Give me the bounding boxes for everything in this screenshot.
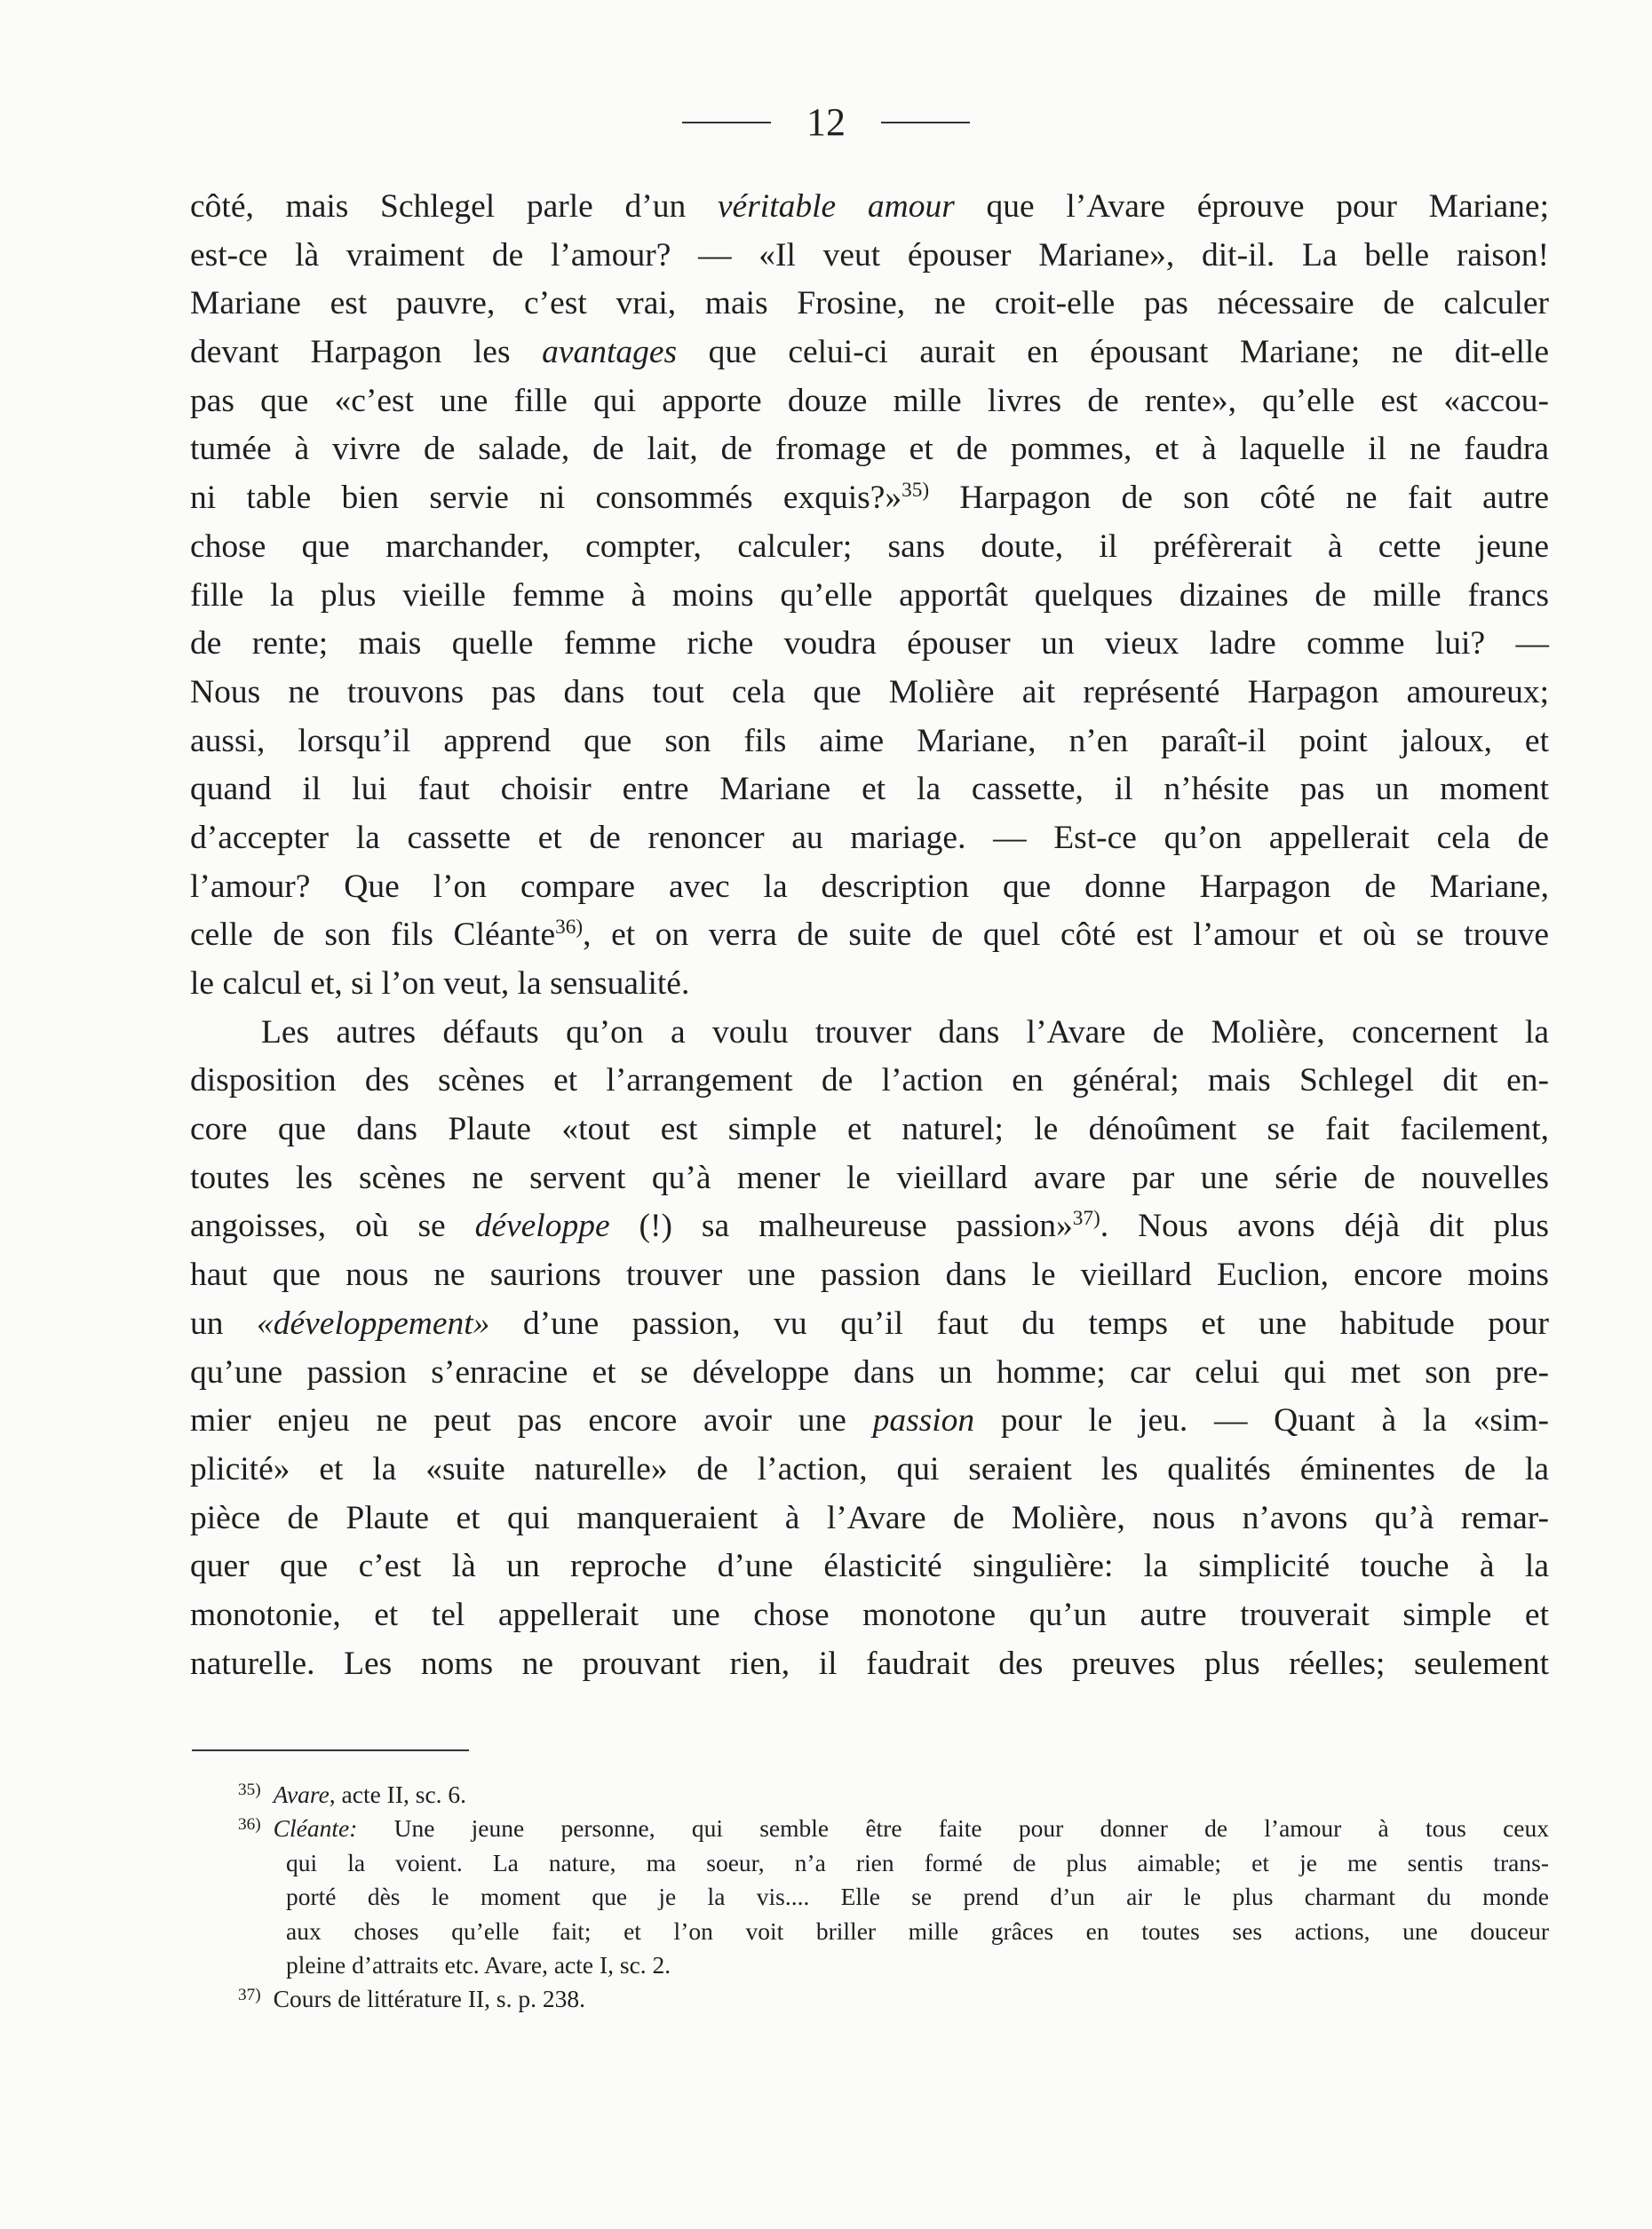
footnote-separator (192, 1749, 469, 1751)
text-run: un (190, 1305, 258, 1342)
text-run: porté dès le moment que je la vis.... Elle se prend d’un air le plus charmant du monde (286, 1883, 1549, 1911)
italic-text: Avare, (273, 1781, 336, 1808)
italic-text: avantages (542, 334, 678, 371)
text-run: , et on verra de suite de quel côté est l’amour et où se trouve (583, 916, 1549, 954)
text-run: pleine d’attraits etc. Avare, acte I, sc. 2. (286, 1950, 671, 1979)
text-line (190, 377, 1549, 426)
text-line (190, 1251, 1549, 1300)
text-run: angoisses, où se (190, 1208, 475, 1245)
footnote-ref: 35) (901, 479, 930, 503)
text-run: que l’Avare éprouve pour Mariane; (954, 188, 1549, 225)
text-run: . Nous avons déjà dit plus (1100, 1208, 1549, 1245)
italic-text: passion (872, 1402, 975, 1440)
text-line (190, 1300, 1549, 1349)
text-line (190, 183, 1549, 232)
text-run: Les autres défauts qu’on a voulu trouver dans l’Avare de Molière, concernent la (261, 1013, 1549, 1051)
text-line (190, 1202, 1549, 1251)
text-run: (!) sa malheureuse passion» (609, 1208, 1073, 1245)
text-line (190, 814, 1549, 863)
text-line (190, 474, 1549, 523)
text-run: est-ce là vraiment de l’amour? — «Il veut épouser Mariane», dit-il. La belle raison! (190, 236, 1549, 274)
text-run: Cours de littérature II, s. p. 238. (273, 1985, 585, 2013)
text-line (190, 1640, 1549, 1689)
text-run: core que dans Plaute «tout est simple et naturel; le dénoûment se fait facilement, (190, 1111, 1549, 1148)
text-line (190, 1495, 1549, 1543)
text-line (190, 280, 1549, 329)
text-line (190, 765, 1549, 814)
text-line (190, 911, 1549, 960)
footnote-number: 36) (238, 1814, 261, 1834)
text-line (190, 1446, 1549, 1495)
text-run: Harpagon de son côté ne fait autre (929, 480, 1549, 517)
text-line (190, 1591, 1549, 1640)
text-line (190, 863, 1549, 912)
text-run: Mariane est pauvre, c’est vrai, mais Frosine, ne croit-elle pas nécessaire de calculer (190, 285, 1549, 322)
text-run: haut que nous ne saurions trouver une passion dans le vieillard Euclion, encore moins (190, 1257, 1549, 1294)
footnote-number: 35) (238, 1781, 261, 1800)
text-run: tumée à vivre de salade, de lait, de fromage et de pommes, et à laquelle il ne faudra (190, 431, 1549, 468)
text-line (190, 1106, 1549, 1154)
text-run: ni table bien servie ni consommés exquis?» (190, 480, 902, 517)
text-line (190, 1057, 1549, 1106)
text-run: de rente; mais quelle femme riche voudra épouser un vieux ladre comme lui? — (190, 625, 1549, 662)
text-line (190, 1009, 1549, 1058)
text-run: quer que c’est là un reproche d’une élasticité singulière: la simplicité touche à la (190, 1548, 1549, 1585)
italic-text: «développement» (257, 1305, 490, 1342)
text-line (190, 1543, 1549, 1591)
text-run: pour le jeu. — Quant à la «sim- (974, 1402, 1549, 1440)
footnote-ref: 36) (555, 916, 584, 940)
footnote-ref: 37) (1072, 1207, 1100, 1231)
text-run: devant Harpagon les (190, 334, 543, 371)
text-run: chose que marchander, compter, calculer; sans doute, il préfèrerait à cette jeune (190, 528, 1549, 565)
text-line (190, 1349, 1549, 1398)
footnotes (238, 1778, 1549, 2017)
page-number: 12 (806, 100, 846, 144)
text-run: fille la plus vieille femme à moins qu’elle apportât quelques dizaines de mille francs (190, 576, 1549, 614)
text-run: mier enjeu ne peut pas encore avoir une (190, 1402, 873, 1440)
text-line (190, 718, 1549, 766)
text-line (190, 669, 1549, 718)
footnote-continuation (238, 1880, 1549, 1914)
text-run: pas que «c’est une fille qui apporte douze mille livres de rente», qu’elle est «accou- (190, 382, 1549, 419)
text-run: pièce de Plaute et qui manqueraient à l’Avare de Molière, nous n’avons qu’à remar- (190, 1499, 1549, 1536)
text-run: disposition des scènes et l’arrangement de l’action en général; mais Schlegel dit en- (190, 1062, 1549, 1099)
text-run: d’une passion, vu qu’il faut du temps et une habitude pour (489, 1305, 1550, 1342)
text-run: Nous ne trouvons pas dans tout cela que Molière ait représenté Harpagon amoureux; (190, 673, 1549, 710)
text-run: qui la voient. La nature, ma soeur, n’a rien formé de plus aimable; et je me sentis trans- (286, 1848, 1549, 1876)
text-run: celle de son fils Cléante (190, 916, 556, 954)
text-run: le calcul et, si l’on veut, la sensualité. (190, 965, 690, 1002)
page-header (0, 99, 1652, 145)
text-run: que celui-ci aurait en épousant Mariane; ne dit-elle (677, 334, 1549, 371)
text-run: aux choses qu’elle fait; et l’on voit briller mille grâces en toutes ses actions, une douceur (286, 1916, 1549, 1945)
text-line (190, 232, 1549, 281)
footnote (238, 1778, 1549, 1812)
text-run: d’accepter la cassette et de renoncer au mariage. — Est-ce qu’on appellerait cela de (190, 819, 1549, 856)
italic-text: véritable amour (717, 188, 955, 225)
header-rule-right (881, 122, 970, 123)
text-line (190, 329, 1549, 377)
italic-text: Cléante: (273, 1814, 358, 1843)
italic-text: développe (474, 1208, 610, 1245)
text-run: aussi, lorsqu’il apprend que son fils aime Mariane, n’en paraît-il point jaloux, et (190, 722, 1549, 759)
text-line (190, 960, 1549, 1009)
text-run: naturelle. Les noms ne prouvant rien, il faudrait des preuves plus réelles; seulement (190, 1645, 1549, 1682)
footnote-continuation (238, 1846, 1549, 1880)
footnote (238, 1812, 1549, 1845)
header-rule-left (682, 122, 771, 123)
footnote-continuation (238, 1915, 1549, 1948)
text-run: quand il lui faut choisir entre Mariane et la cassette, il n’hésite pas un moment (190, 771, 1549, 808)
text-run: l’amour? Que l’on compare avec la description que donne Harpagon de Mariane, (190, 868, 1549, 905)
text-run: plicité» et la «suite naturelle» de l’action, qui seraient les qualités éminentes de la (190, 1450, 1549, 1487)
text-line (190, 425, 1549, 474)
text-run: monotonie, et tel appellerait une chose monotone qu’un autre trouverait simple et (190, 1596, 1549, 1633)
text-run: acte II, sc. 6. (335, 1781, 467, 1808)
footnote-number: 37) (238, 1985, 261, 2004)
text-line (190, 572, 1549, 621)
text-run: côté, mais Schlegel parle d’un (190, 188, 718, 225)
main-text (190, 183, 1549, 1688)
text-line (190, 1154, 1549, 1203)
text-run: Une jeune personne, qui semble être faite pour donner de l’amour à tous ceux (357, 1814, 1549, 1843)
footnote (238, 1982, 1549, 2016)
footnote-continuation (238, 1948, 1549, 1982)
text-run: toutes les scènes ne servent qu’à mener le vieillard avare par une série de nouvelles (190, 1159, 1549, 1196)
text-line (190, 1397, 1549, 1446)
text-run: qu’une passion s’enracine et se développe dans un homme; car celui qui met son pre- (190, 1353, 1549, 1391)
text-line (190, 523, 1549, 572)
text-line (190, 620, 1549, 669)
